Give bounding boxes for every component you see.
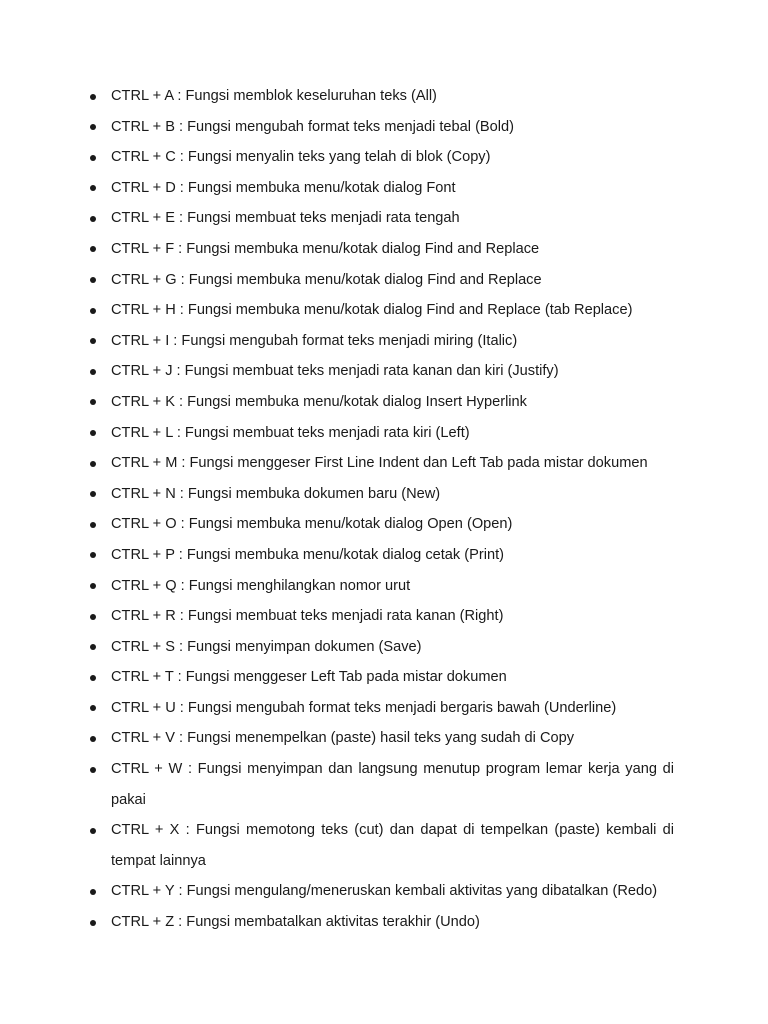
shortcut-text: CTRL + D : Fungsi membuka menu/kotak dialog Font [111, 179, 456, 196]
bullet-icon [90, 614, 96, 620]
bullet-icon [90, 767, 96, 773]
shortcut-text: CTRL + C : Fungsi menyalin teks yang telah di blok (Copy) [111, 149, 491, 166]
list-item [90, 632, 674, 663]
bullet-icon [90, 155, 96, 161]
list-item [90, 754, 674, 815]
bullet-icon [90, 583, 96, 589]
list-item [90, 448, 674, 479]
bullet-icon [90, 920, 96, 926]
shortcut-text: CTRL + X : Fungsi memotong teks (cut) dan dapat di tempelkan (paste) kembali di tempat lainnya [111, 822, 674, 869]
bullet-icon [90, 705, 96, 711]
list-item [90, 203, 674, 234]
shortcut-text: CTRL + K : Fungsi membuka menu/kotak dialog Insert Hyperlink [111, 393, 527, 410]
bullet-icon [90, 889, 96, 895]
list-item [90, 571, 674, 602]
shortcut-text: CTRL + T : Fungsi menggeser Left Tab pada mistar dokumen [111, 669, 507, 686]
bullet-icon [90, 124, 96, 130]
shortcut-text: CTRL + W : Fungsi menyimpan dan langsung menutup program lemar kerja yang di pakai [111, 761, 674, 808]
list-item [90, 723, 674, 754]
shortcut-text: CTRL + J : Fungsi membuat teks menjadi rata kanan dan kiri (Justify) [111, 363, 559, 380]
list-item [90, 326, 674, 357]
shortcut-text: CTRL + O : Fungsi membuka menu/kotak dialog Open (Open) [111, 516, 513, 533]
list-item [90, 234, 674, 265]
list-item [90, 112, 674, 143]
list-item [90, 81, 674, 112]
list-item [90, 295, 674, 326]
shortcut-text: CTRL + I : Fungsi mengubah format teks menjadi miring (Italic) [111, 332, 518, 349]
list-item [90, 601, 674, 632]
bullet-icon [90, 338, 96, 344]
shortcut-text: CTRL + Z : Fungsi membatalkan aktivitas terakhir (Undo) [111, 914, 480, 931]
shortcut-text: CTRL + M : Fungsi menggeser First Line Indent dan Left Tab pada mistar dokumen [111, 455, 648, 472]
shortcut-text: CTRL + E : Fungsi membuat teks menjadi rata tengah [111, 210, 460, 227]
bullet-icon [90, 736, 96, 742]
shortcut-text: CTRL + L : Fungsi membuat teks menjadi rata kiri (Left) [111, 424, 470, 441]
list-item [90, 662, 674, 693]
list-item [90, 815, 674, 876]
list-item [90, 173, 674, 204]
shortcut-text: CTRL + F : Fungsi membuka menu/kotak dialog Find and Replace [111, 240, 540, 257]
shortcut-text: CTRL + U : Fungsi mengubah format teks menjadi bergaris bawah (Underline) [111, 699, 617, 716]
list-item [90, 540, 674, 571]
bullet-icon [90, 491, 96, 497]
bullet-icon [90, 369, 96, 375]
bullet-icon [90, 246, 96, 252]
list-item [90, 693, 674, 724]
bullet-icon [90, 94, 96, 100]
shortcut-text: CTRL + V : Fungsi menempelkan (paste) hasil teks yang sudah di Copy [111, 730, 575, 747]
shortcut-text: CTRL + P : Fungsi membuka menu/kotak dialog cetak (Print) [111, 546, 504, 563]
bullet-icon [90, 461, 96, 467]
shortcut-text: CTRL + B : Fungsi mengubah format teks menjadi tebal (Bold) [111, 118, 515, 135]
shortcut-text: CTRL + A : Fungsi memblok keseluruhan teks (All) [111, 88, 437, 104]
shortcut-text: CTRL + N : Fungsi membuka dokumen baru (New) [111, 485, 441, 502]
bullet-icon [90, 644, 96, 650]
list-item [90, 356, 674, 387]
bullet-icon [90, 216, 96, 222]
bullet-icon [90, 185, 96, 191]
bullet-icon [90, 522, 96, 528]
shortcut-text: CTRL + Y : Fungsi mengulang/meneruskan kembali aktivitas yang dibatalkan (Redo) [111, 883, 658, 900]
shortcut-text: CTRL + Q : Fungsi menghilangkan nomor urut [111, 577, 411, 594]
shortcut-text: CTRL + S : Fungsi menyimpan dokumen (Save) [111, 638, 422, 655]
shortcut-list [90, 81, 674, 938]
list-item [90, 876, 674, 907]
list-item [90, 509, 674, 540]
bullet-icon [90, 828, 96, 834]
list-item [90, 418, 674, 449]
bullet-icon [90, 552, 96, 558]
list-item [90, 142, 674, 173]
list-item [90, 479, 674, 510]
shortcut-text: CTRL + R : Fungsi membuat teks menjadi rata kanan (Right) [111, 608, 504, 625]
shortcut-text: CTRL + G : Fungsi membuka menu/kotak dialog Find and Replace [111, 271, 542, 288]
bullet-icon [90, 430, 96, 436]
bullet-icon [90, 399, 96, 405]
list-item [90, 265, 674, 296]
list-item [90, 387, 674, 418]
bullet-icon [90, 308, 96, 314]
bullet-icon [90, 675, 96, 681]
list-item [90, 907, 674, 938]
bullet-icon [90, 277, 96, 283]
shortcut-text: CTRL + H : Fungsi membuka menu/kotak dialog Find and Replace (tab Replace) [111, 302, 633, 319]
